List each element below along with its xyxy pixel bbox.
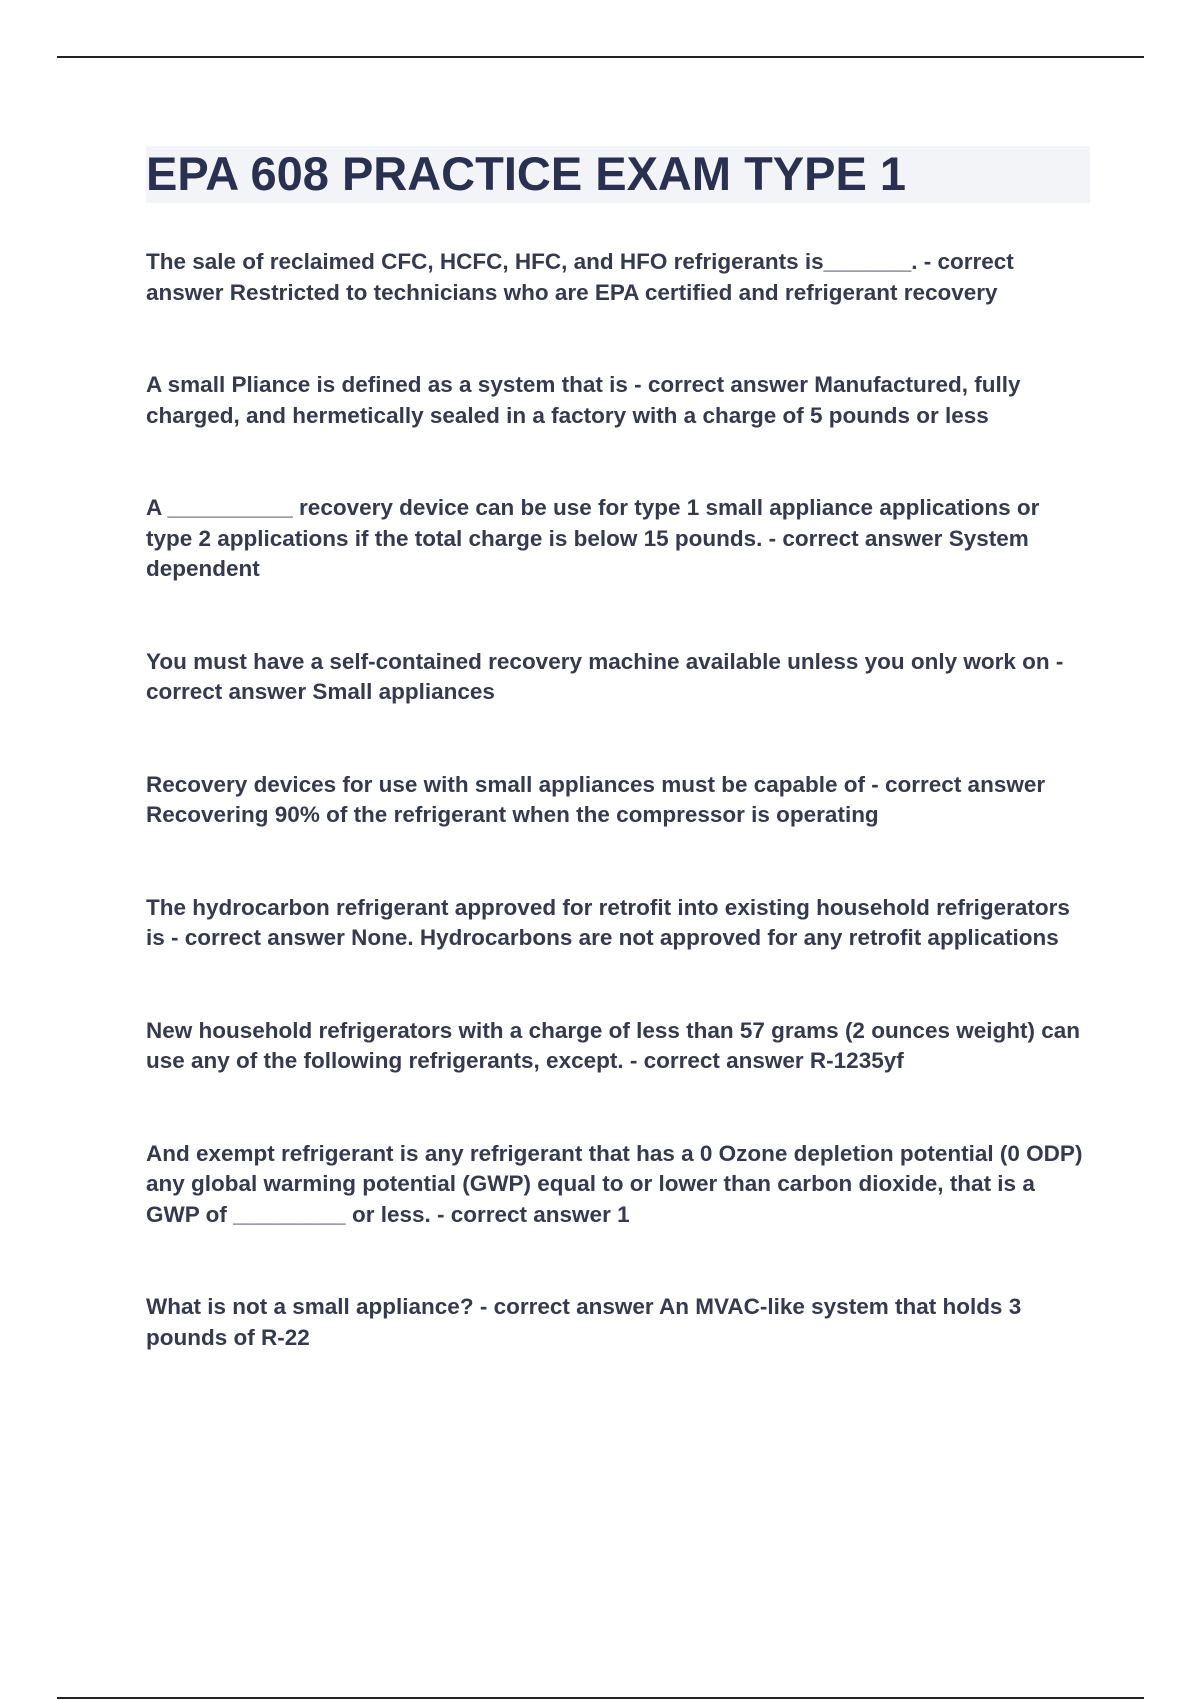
question-item: What is not a small appliance? - correct answer An MVAC-like system that holds 3 pounds of R-22 [146,1294,1022,1350]
question-item: Recovery devices for use with small appliances must be capable of - correct answer Recovering 90% of the refrigerant when the compressor is operating [146,771,1046,827]
question-item: A __________ recovery device can be use for type 1 small appliance applications or type 2 applications if the total charge is below 15 pounds. - correct answer System dependent [146,495,1040,581]
question-item: A small Pliance is defined as a system that is - correct answer Manufactured, fully charged, and hermetically sealed in a factory with a charge of 5 pounds or less [146,372,1021,428]
question-item: New household refrigerators with a charge of less than 57 grams (2 ounces weight) can use any of the following refrigerants, except. - correct answer R-1235yf [146,1017,1080,1073]
question-item: You must have a self-contained recovery machine available unless you only work on - correct answer Small appliances [146,648,1064,704]
bottom-divider [57,1697,1144,1699]
document-title: EPA 608 PRACTICE EXAM TYPE 1 [146,147,907,200]
question-item: The hydrocarbon refrigerant approved for retrofit into existing household refrigerators is - correct answer None. Hydrocarbons are not approved for any retrofit applications [146,894,1070,950]
question-item: And exempt refrigerant is any refrigerant that has a 0 Ozone depletion potential (0 ODP) any global warming potential (GWP) equal to or lower than carbon dioxide, that is a GWP of _________ or less. - correct answer 1 [146,1140,1083,1227]
top-divider [57,56,1144,58]
question-item: The sale of reclaimed CFC, HCFC, HFC, and HFO refrigerants is_______. - correct answer Restricted to technicians who are EPA certified and refrigerant recovery [146,249,1014,305]
question-list [146,247,1090,1353]
